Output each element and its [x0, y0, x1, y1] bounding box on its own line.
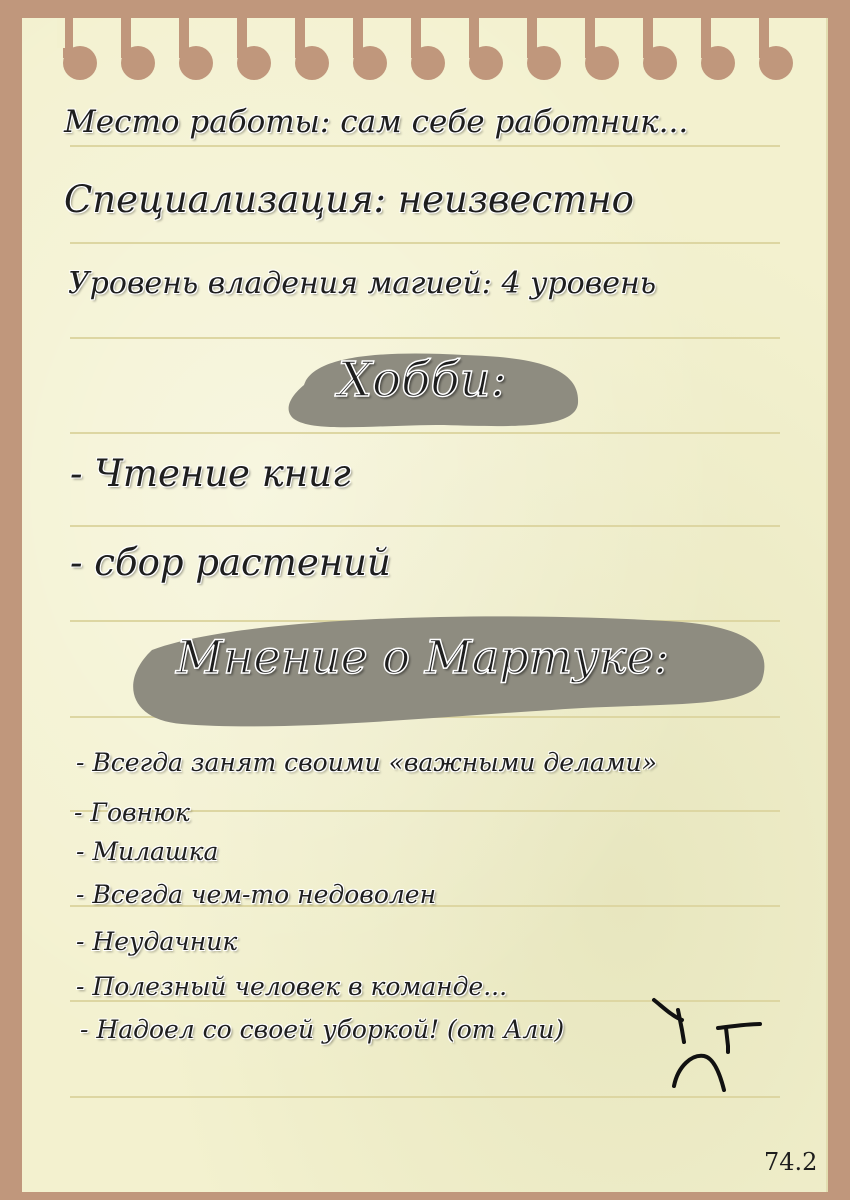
- opinion-item: - Полезный человек в команде...: [76, 972, 508, 1001]
- workplace-text: Место работы: сам себе работник...: [64, 104, 689, 140]
- opinion-item: - Надоел со своей уборкой! (от Али): [80, 1015, 565, 1044]
- frowning-face-doodle-icon: [648, 990, 768, 1100]
- opinion-item: - Всегда чем-то недоволен: [76, 880, 437, 909]
- magic-level-text: Уровень владения магией: 4 уровень: [68, 266, 657, 301]
- opinion-item: - Неудачник: [76, 927, 238, 956]
- ruled-line: [70, 337, 780, 339]
- opinion-item: - Всегда занят своими «важными делами»: [76, 748, 657, 777]
- ruled-line: [70, 145, 780, 147]
- opinions-heading: Мнение о Мартуке:: [176, 630, 670, 684]
- hobbies-heading: Хобби:: [338, 352, 507, 408]
- opinion-item: - Милашка: [76, 837, 219, 866]
- page-number: 74.2: [764, 1148, 818, 1176]
- ruled-line: [70, 525, 780, 527]
- notepad-holes-icon: [0, 0, 850, 110]
- specialization-text: Специализация: неизвестно: [64, 178, 634, 221]
- ruled-line: [70, 242, 780, 244]
- hobby-item: - Чтение книг: [70, 452, 351, 495]
- opinion-item: - Говнюк: [74, 798, 190, 827]
- hobby-item: - сбор растений: [70, 541, 391, 584]
